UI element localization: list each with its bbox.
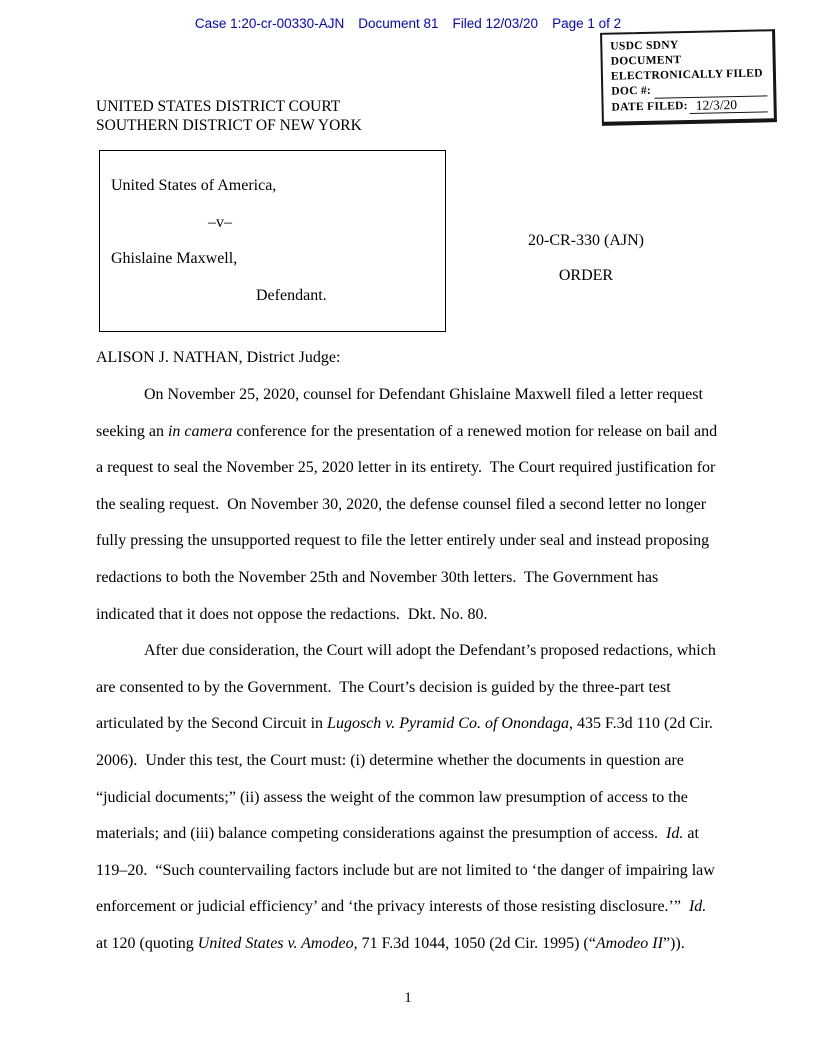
text-run: Id.: [688, 898, 707, 916]
ecf-header-document: Document 81: [358, 16, 439, 31]
text-run: , 71 F.3d 1044, 1050 (2d Cir. 1995) (“: [353, 934, 596, 952]
caption-defendant-label: Defendant.: [256, 287, 327, 304]
text-run: at 119–20. “Such countervailing factors include but are not limited to ‘the danger of impairing law enforcement or judicial efficiency’ and ‘the privacy interests of those resisting disclosure.’”: [96, 825, 719, 916]
caption-versus: –v–: [208, 214, 232, 231]
text-run: United States v. Amodeo: [197, 934, 354, 952]
paragraph-2: [96, 633, 720, 962]
ecf-header: [0, 16, 816, 31]
text-run: After due consideration, the Court will adopt the Defendant’s proposed redactions, which are consented to by the Government. The Court’s decision is guided by the three-part test articulated by the Second Circuit in: [96, 642, 720, 733]
ecf-header-page: Page 1 of 2: [552, 16, 622, 31]
court-name: UNITED STATES DISTRICT COURT: [96, 98, 341, 115]
case-info: [520, 232, 652, 285]
case-number: 20-CR-330 (AJN): [528, 232, 644, 249]
ecf-header-filed: Filed 12/03/20: [452, 16, 539, 31]
text-run: , 435 F.3d 110 (2d Cir. 2006). Under this test, the Court must: (i) determine whether the documents in question are “judicial documents;” (ii) assess the weight of the common law presumption of access to the materials; and (iii) balance competing considerations against the presumption of access.: [96, 715, 717, 843]
stamp-date-filed-value: 12/3/20: [690, 96, 768, 114]
text-run: at 120 (quoting: [96, 898, 711, 952]
stamp-line-efiled: ELECTRONICALLY FILED: [610, 67, 763, 83]
paragraph-1: [96, 377, 720, 633]
stamp-line-court: USDC SDNY: [610, 39, 679, 53]
text-run: ”)).: [662, 934, 685, 952]
text-run: Lugosch v. Pyramid Co. of Onondaga: [327, 715, 569, 733]
caption-defendant-name: Ghislaine Maxwell,: [111, 250, 238, 267]
judge-line: ALISON J. NATHAN, District Judge:: [96, 349, 341, 366]
ecf-header-case: Case 1:20-cr-00330-AJN: [194, 16, 345, 31]
filed-stamp: [600, 29, 777, 126]
court-district: SOUTHERN DISTRICT OF NEW YORK: [96, 117, 362, 134]
stamp-doc-number-label: DOC #:: [611, 84, 652, 98]
caption-plaintiff: United States of America,: [111, 177, 277, 194]
stamp-line-document: DOCUMENT: [610, 54, 682, 68]
text-run: in camera: [167, 422, 233, 440]
text-run: Amodeo II: [595, 934, 663, 952]
page-number: 1: [404, 990, 412, 1006]
court-heading: [96, 97, 362, 135]
stamp-date-filed-label: DATE FILED:: [611, 100, 688, 114]
text-run: Id.: [666, 825, 684, 843]
case-caption-box: [99, 150, 446, 332]
order-body: [96, 349, 720, 963]
stamp-date-filed-row: [611, 96, 767, 115]
text-run: conference for the presentation of a renewed motion for release on bail and a request to seal the November 25, 2020 letter in its entirety. The Court required justification for the sealing request. On November 30, 2020, the defense counsel filed a second letter no longer fully pressing the unsupported request to file the letter entirely under seal and instead proposing redactions to both the November 25th and November 30th letters. The Government has indicated that it does not oppose the redactions. Dkt. No. 80.: [96, 422, 722, 623]
text-run: On November 25, 2020, counsel for Defendant Ghislaine Maxwell filed a letter request seeking an: [96, 386, 707, 440]
document-type-label: ORDER: [558, 267, 614, 284]
